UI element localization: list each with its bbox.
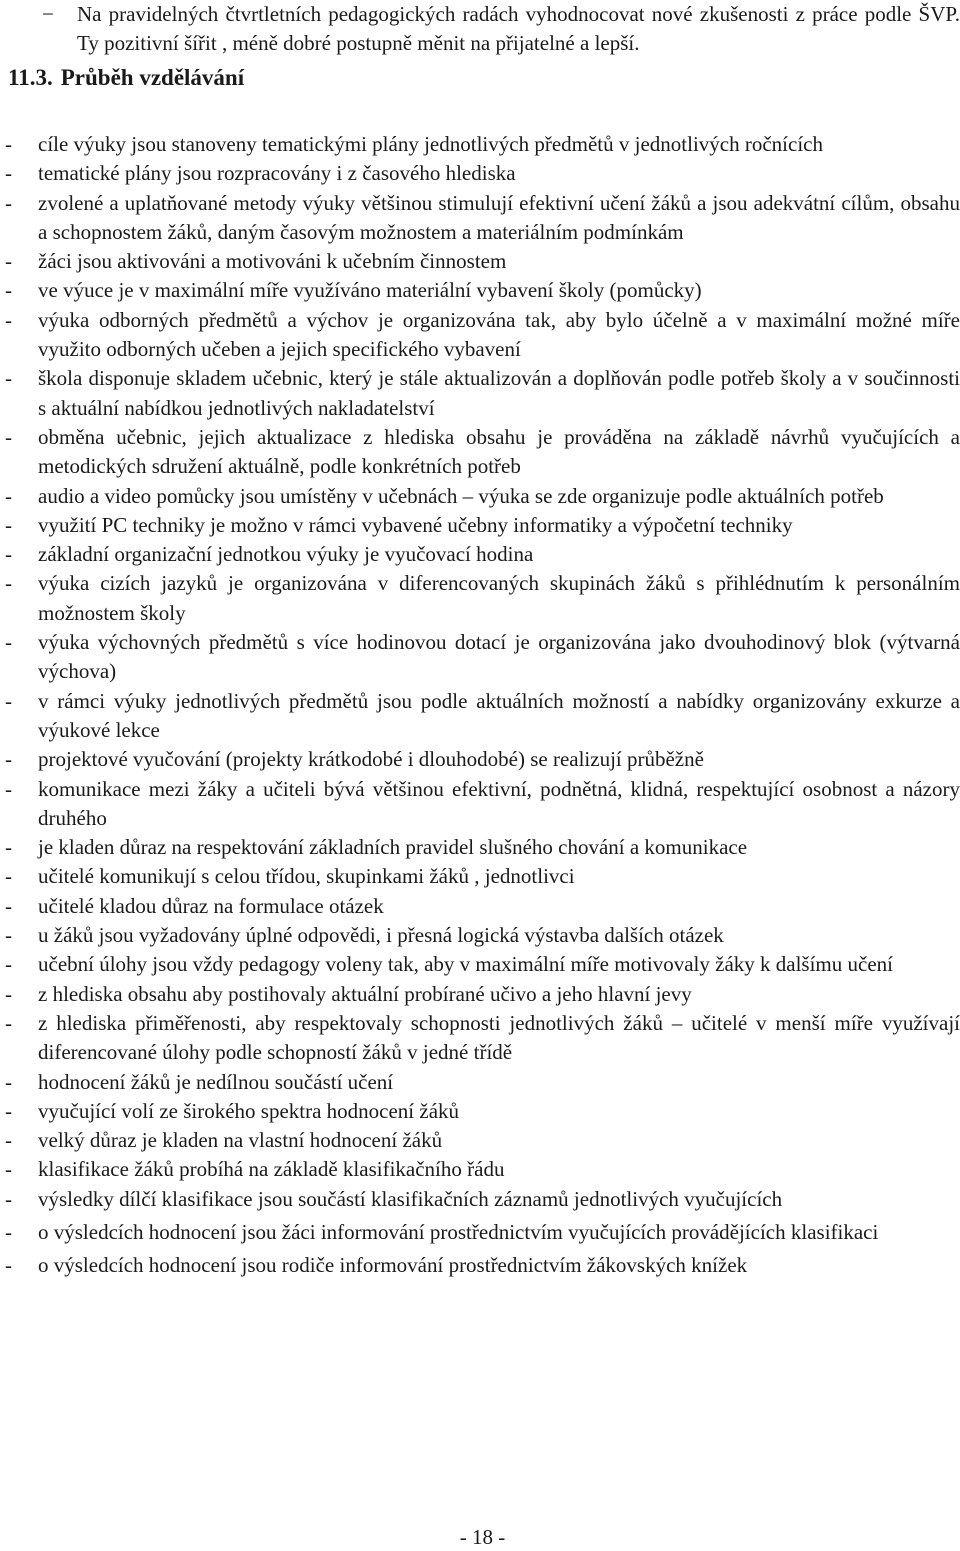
- list-item-text: výuka odborných předmětů a výchov je organizována tak, aby bylo účelně a v maximální možné míře využito odborných učeben a jejich specifického vybavení: [38, 307, 960, 362]
- list-item-dash: -: [5, 630, 12, 655]
- list-item: [0, 159, 960, 188]
- list-item-dash: -: [5, 1157, 12, 1182]
- list-item: [0, 687, 960, 746]
- list-item: [0, 1155, 960, 1184]
- list-item-text: učitelé kladou důraz na formulace otázek: [38, 893, 384, 918]
- list-item-text: obměna učebnic, jejich aktualizace z hlediska obsahu je prováděna na základě návrhů vyučujících a metodických sdružení aktuálně, podle konkrétních potřeb: [38, 424, 960, 479]
- list-item-dash: -: [5, 132, 12, 156]
- section-heading: [8, 62, 244, 94]
- list-item-text: tematické plány jsou rozpracovány i z časového hlediska: [38, 161, 516, 186]
- list-item-dash: -: [5, 1010, 12, 1035]
- list-item: [0, 1218, 960, 1247]
- section-number: 11.3.: [8, 65, 53, 90]
- list-item-dash: -: [5, 776, 12, 801]
- intro-text: Na pravidelných čtvrtletních pedagogických radách vyhodnocovat nové zkušenosti z práce podle ŠVP. Ty pozitivní šířit , méně dobré postupně měnit na přijatelné a lepší.: [77, 2, 960, 55]
- list-item-dash: -: [5, 747, 12, 772]
- list-item-dash: -: [5, 249, 12, 274]
- list-item-dash: -: [5, 161, 12, 186]
- list-item-text: výuka výchovných předmětů s více hodinovou dotací je organizována jako dvouhodinový blok (výtvarná výchova): [38, 630, 960, 684]
- list-item-text: výuka cizích jazyků je organizována v diferencovaných skupinách žáků s přihlédnutím k personálním možnostem školy: [38, 571, 960, 625]
- list-item-text: klasifikace žáků probíhá na základě klasifikačního řádu: [38, 1157, 505, 1182]
- list-item-dash: -: [5, 424, 12, 449]
- list-item-text: u žáků jsou vyžadovány úplné odpovědi, i přesná logická výstavba dalších otázek: [38, 923, 724, 948]
- list-item-dash: -: [5, 542, 12, 567]
- list-item: [0, 862, 960, 891]
- list-item: [0, 833, 960, 862]
- list-item-text: audio a video pomůcky jsou umístěny v učebnách – výuka se zde organizuje podle aktuálních potřeb: [38, 483, 884, 508]
- list-item-dash: -: [5, 923, 12, 948]
- list-item-dash: -: [5, 952, 12, 977]
- list-item-dash: -: [5, 864, 12, 889]
- list-item-dash: -: [5, 1186, 12, 1211]
- page-footer: [0, 1523, 960, 1551]
- list-item-dash: -: [5, 893, 12, 918]
- list-item-dash: -: [5, 366, 12, 391]
- list-item-text: o výsledcích hodnocení jsou rodiče informování prostřednictvím žákovských knížek: [38, 1253, 748, 1278]
- list-item: [0, 482, 960, 511]
- list-item: [0, 540, 960, 569]
- intro-paragraph: [0, 0, 960, 58]
- list-item-text: škola disponuje skladem učebnic, který je stále aktualizován a doplňován podle potřeb školy a v součinnosti s aktuální nabídkou jednotlivých nakladatelství: [38, 366, 960, 420]
- list-item-text: učitelé komunikují s celou třídou, skupinkami žáků , jednotlivci: [38, 864, 575, 889]
- list-item-text: učební úlohy jsou vždy pedagogy voleny tak, aby v maximální míře motivovaly žáky k dalšímu učení: [38, 952, 893, 977]
- intro-list-item: [0, 0, 960, 58]
- list-item: [0, 745, 960, 774]
- list-item-dash: -: [5, 1219, 12, 1244]
- list-item-dash: -: [5, 1253, 12, 1278]
- list-item-dash: -: [5, 688, 12, 713]
- intro-dash: −: [42, 2, 54, 26]
- list-item-text: o výsledcích hodnocení jsou žáci informování prostřednictvím vyučujících provádějících klasifikaci: [38, 1219, 879, 1244]
- list-item-dash: -: [5, 1128, 12, 1153]
- list-item-dash: -: [5, 278, 12, 303]
- list-item: [0, 950, 960, 979]
- list-item-dash: -: [5, 571, 12, 596]
- list-item-text: projektové vyučování (projekty krátkodobé i dlouhodobé) se realizují průběžně: [38, 747, 704, 772]
- list-item-text: vyučující volí ze širokého spektra hodnocení žáků: [38, 1098, 460, 1123]
- list-item: [0, 628, 960, 687]
- list-item-dash: -: [5, 981, 12, 1006]
- list-item: [0, 247, 960, 276]
- list-item: [0, 1097, 960, 1126]
- list-item-dash: -: [5, 483, 12, 508]
- list-item: [0, 306, 960, 365]
- list-item-text: komunikace mezi žáky a učiteli bývá většinou efektivní, podnětná, klidná, respektující osobnost a názory druhého: [38, 776, 960, 830]
- list-item-text: žáci jsou aktivováni a motivováni k učebním činnostem: [38, 249, 507, 274]
- list-item-text: základní organizační jednotkou výuky je vyučovací hodina: [38, 542, 534, 567]
- list-item: [0, 364, 960, 423]
- list-item: [0, 892, 960, 921]
- list-item-dash: -: [5, 1069, 12, 1094]
- list-item-dash: -: [5, 190, 12, 215]
- list-item: [0, 189, 960, 248]
- list-item: [0, 980, 960, 1009]
- list-item: [0, 1185, 960, 1214]
- list-item-text: velký důraz je kladen na vlastní hodnocení žáků: [38, 1128, 443, 1153]
- list-item: [0, 775, 960, 834]
- list-item: [0, 921, 960, 950]
- list-item: [0, 569, 960, 628]
- list-item: [0, 276, 960, 305]
- list-item: [0, 1009, 960, 1068]
- list-item: [0, 511, 960, 540]
- list-item-text: výsledky dílčí klasifikace jsou součástí klasifikačních záznamů jednotlivých vyučujících: [38, 1186, 783, 1211]
- list-item: [0, 1068, 960, 1097]
- list-item-dash: -: [5, 1098, 12, 1123]
- list-item-dash: -: [5, 307, 12, 332]
- bullet-list: [0, 130, 960, 1281]
- list-item: [0, 423, 960, 482]
- list-item: [0, 130, 960, 159]
- list-item-text: ve výuce je v maximální míře využíváno materiální vybavení školy (pomůcky): [38, 278, 702, 303]
- list-item-text: z hlediska přiměřenosti, aby respektovaly schopnosti jednotlivých žáků – učitelé v menší míře využívají diferencované úlohy podle schopností žáků v jedné třídě: [38, 1010, 960, 1065]
- list-item-text: zvolené a uplatňované metody výuky většinou stimulují efektivní učení žáků a jsou adekvátní cílům, obsahu a schopnostem žáků, daným časovým možnostem a materiálním podmínkám: [38, 190, 960, 244]
- list-item-dash: -: [5, 835, 12, 860]
- list-item-text: z hlediska obsahu aby postihovaly aktuální probírané učivo a jeho hlavní jevy: [38, 981, 692, 1006]
- page-number: - 18 -: [459, 1525, 506, 1549]
- list-item-text: využití PC techniky je možno v rámci vybavené učebny informatiky a výpočetní techniky: [38, 512, 793, 537]
- list-item-text: je kladen důraz na respektování základních pravidel slušného chování a komunikace: [38, 835, 748, 860]
- list-item-text: cíle výuky jsou stanoveny tematickými plány jednotlivých předmětů v jednotlivých ročnících: [38, 132, 823, 156]
- list-item: [0, 1251, 960, 1280]
- list-item-dash: -: [5, 512, 12, 537]
- section-title: Průběh vzdělávání: [60, 65, 245, 90]
- list-item: [0, 1126, 960, 1155]
- list-item-text: hodnocení žáků je nedílnou součástí učení: [38, 1069, 394, 1094]
- list-item-text: v rámci výuky jednotlivých předmětů jsou podle aktuálních možností a nabídky organizovány exkurze a výukové lekce: [38, 688, 960, 742]
